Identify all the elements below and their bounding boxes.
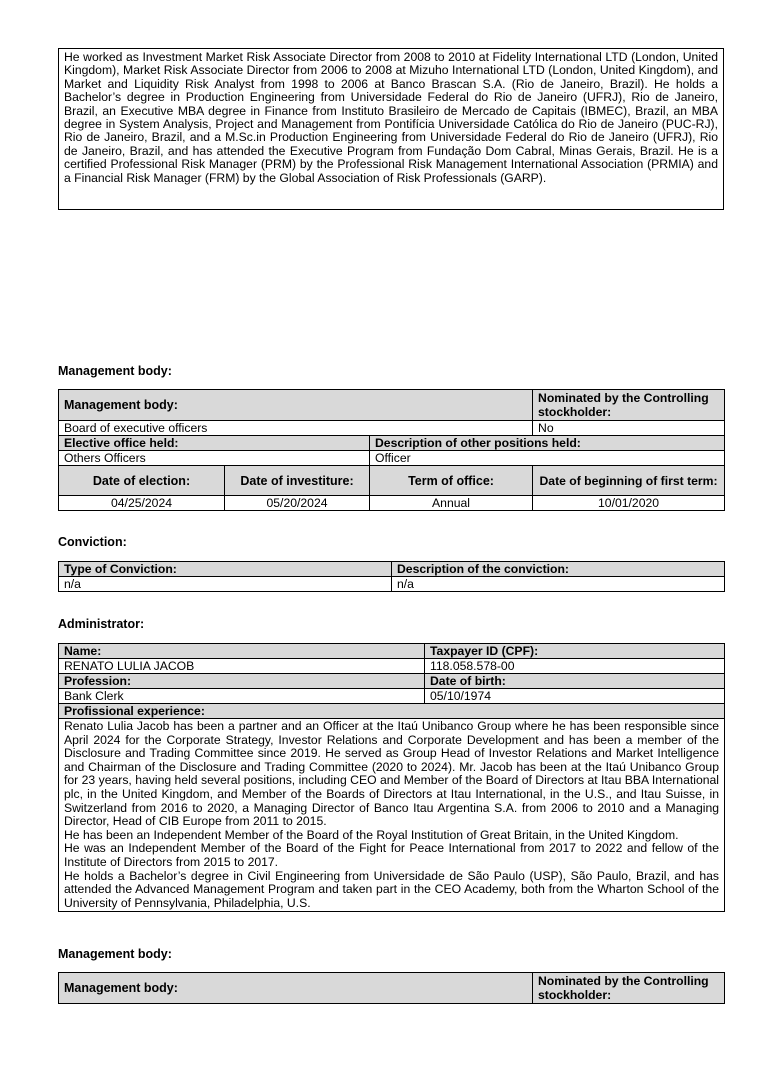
- first-term-value: 10/01/2020: [533, 496, 725, 511]
- date-of-investiture-label: Date of investiture:: [225, 466, 370, 496]
- nominated-label-2: Nominated by the Controlling stockholder:: [533, 973, 725, 1004]
- management-body-value: Board of executive officers: [59, 421, 533, 436]
- profession-label: Profession:: [59, 674, 425, 689]
- date-of-election-value: 04/25/2024: [59, 496, 225, 511]
- experience-paragraph: He holds a Bachelor’s degree in Civil Engineering from Universidade de São Paulo (USP), São Paulo, Brazil, and has attended the Advanced Management Program and taken part in the CEO Academy, both from the Wharton School of the University of Pennsylvania, Philadelphia, U.S.: [64, 868, 719, 910]
- management-body-table-2: [58, 972, 725, 1004]
- experience-paragraph: He has been an Independent Member of the Board of the Royal Institution of Great Britain, in the United Kingdom.: [64, 827, 679, 842]
- conviction-type-label: Type of Conviction:: [59, 562, 392, 577]
- conviction-description-label: Description of the conviction:: [392, 562, 725, 577]
- conviction-table: [58, 561, 725, 592]
- experience-paragraph: He was an Independent Member of the Board of the Fight for Peace International from 2017 to 2022 and fellow of the Institute of Directors from 2015 to 2017.: [64, 841, 719, 869]
- elective-office-label: Elective office held:: [59, 436, 370, 451]
- date-of-election-label: Date of election:: [59, 466, 225, 496]
- name-label: Name:: [59, 644, 425, 659]
- cpf-label: Taxpayer ID (CPF):: [425, 644, 725, 659]
- management-body-heading: Management body:: [58, 364, 172, 378]
- term-of-office-value: Annual: [370, 496, 533, 511]
- date-of-birth-label: Date of birth:: [425, 674, 725, 689]
- term-of-office-label: Term of office:: [370, 466, 533, 496]
- date-of-investiture-value: 05/20/2024: [225, 496, 370, 511]
- administrator-heading: Administrator:: [58, 617, 145, 631]
- administrator-table: [58, 643, 725, 912]
- other-positions-value: Officer: [370, 451, 725, 466]
- other-positions-label: Description of other positions held:: [370, 436, 725, 451]
- conviction-description-value: n/a: [392, 577, 725, 592]
- elective-office-value: Others Officers: [59, 451, 370, 466]
- date-of-birth-value: 05/10/1974: [425, 689, 725, 704]
- conviction-type-value: n/a: [59, 577, 392, 592]
- management-body-label: Management body:: [59, 390, 533, 421]
- management-body-heading-2: Management body:: [58, 947, 172, 961]
- previous-experience-paragraph: He worked as Investment Market Risk Associate Director from 2008 to 2010 at Fidelity International LTD (London, United Kingdom), Market Risk Associate Director from 2006 to 2008 at Mizuho International LTD (London, United Kingdom), and Market and Liquidity Risk Analyst from 1998 to 2006 at Banco Brascan S.A. (Rio de Janeiro, Brazil). He holds a Bachelor’s degree in Production Engineering from Universidade Federal do Rio de Janeiro (UFRJ), Rio de Janeiro, Brazil, an Executive MBA degree in Finance from Instituto Brasileiro de Mercado de Capitais (IBMEC), Brazil, an MBA degree in System Analysis, Project and Management from Pontifícia Universidade Católica do Rio de Janeiro (PUC-RJ), Rio de Janeiro, Brazil, and a M.Sc.in Production Engineering from Universidade Federal do Rio de Janeiro (UFRJ), Rio de Janeiro, Brazil, and has attended the Executive Program from Fundação Dom Cabral, Minas Gerais, Brazil. He is a certified Professional Risk Manager (PRM) by the Professional Risk Management International Association (PRMIA) and a Financial Risk Manager (FRM) by the Global Association of Risk Professionals (GARP).: [58, 48, 724, 210]
- first-term-label: Date of beginning of first term:: [533, 466, 725, 496]
- nominated-value: No: [533, 421, 725, 436]
- experience-label: Profissional experience:: [59, 704, 725, 719]
- name-value: RENATO LULIA JACOB: [59, 659, 425, 674]
- cpf-value: 118.058.578-00: [425, 659, 725, 674]
- nominated-label: Nominated by the Controlling stockholder:: [533, 390, 725, 421]
- experience-paragraph: Renato Lulia Jacob has been a partner and an Officer at the Itaú Unibanco Group where he has been responsible since April 2024 for the Corporate Strategy, Investor Relations and Corporate Development and has been a member of the Disclosure and Trading Committee since 2019. He served as Group Head of Investor Relations and Market Intelligence and Chairman of the Disclosure and Trading Committee (2020 to 2024). Mr. Jacob has been at the Itaú Unibanco Group for 23 years, having held several positions, including CEO and Member of the Board of Directors at Itau BBA International plc, in the United Kingdom, and Member of the Boards of Directors at Itau International, in the U.S., and Itau Suisse, in Switzerland from 2016 to 2020, a Managing Director of Banco Itau Argentina S.A. from 2006 to 2010 and a Managing Director, Head of CIB Europe from 2011 to 2015.: [64, 719, 719, 829]
- profession-value: Bank Clerk: [59, 689, 425, 704]
- experience-text: [59, 719, 725, 912]
- conviction-heading: Conviction:: [58, 535, 127, 549]
- management-body-table: [58, 389, 725, 511]
- management-body-label-2: Management body:: [59, 973, 533, 1004]
